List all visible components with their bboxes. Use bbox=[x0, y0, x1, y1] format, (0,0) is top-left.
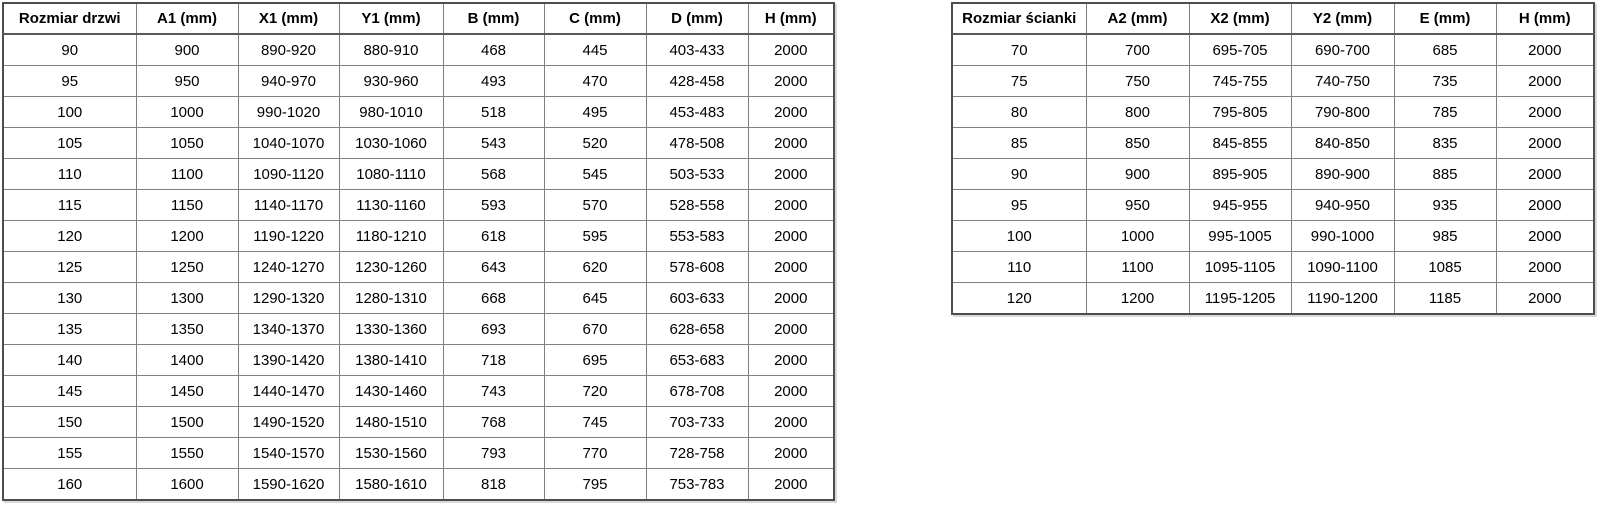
column-header: C (mm) bbox=[544, 3, 646, 34]
table-row bbox=[3, 221, 834, 252]
table-cell: 950 bbox=[136, 66, 238, 97]
table-cell: 155 bbox=[3, 438, 136, 469]
table-row bbox=[952, 34, 1594, 66]
table-row bbox=[952, 66, 1594, 97]
table-cell: 2000 bbox=[748, 407, 834, 438]
column-header: X1 (mm) bbox=[238, 3, 339, 34]
table-cell: 1390-1420 bbox=[238, 345, 339, 376]
table-cell: 1580-1610 bbox=[339, 469, 443, 501]
table-cell: 2000 bbox=[748, 66, 834, 97]
table-cell: 468 bbox=[443, 34, 544, 66]
table-cell: 1100 bbox=[1086, 252, 1189, 283]
table-row bbox=[3, 376, 834, 407]
table-cell: 770 bbox=[544, 438, 646, 469]
table-row bbox=[952, 252, 1594, 283]
table-cell: 445 bbox=[544, 34, 646, 66]
table-row bbox=[952, 97, 1594, 128]
table-cell: 1000 bbox=[1086, 221, 1189, 252]
table-cell: 1080-1110 bbox=[339, 159, 443, 190]
column-header: B (mm) bbox=[443, 3, 544, 34]
table-cell: 160 bbox=[3, 469, 136, 501]
table-cell: 570 bbox=[544, 190, 646, 221]
table-cell: 2000 bbox=[748, 97, 834, 128]
table-cell: 990-1000 bbox=[1291, 221, 1394, 252]
table-cell: 2000 bbox=[748, 190, 834, 221]
table-cell: 1180-1210 bbox=[339, 221, 443, 252]
table-cell: 2000 bbox=[748, 34, 834, 66]
table-cell: 980-1010 bbox=[339, 97, 443, 128]
table-cell: 768 bbox=[443, 407, 544, 438]
table-cell: 1400 bbox=[136, 345, 238, 376]
table-cell: 720 bbox=[544, 376, 646, 407]
table-cell: 1600 bbox=[136, 469, 238, 501]
table-row bbox=[3, 190, 834, 221]
table-cell: 1350 bbox=[136, 314, 238, 345]
table-cell: 453-483 bbox=[646, 97, 748, 128]
table-cell: 543 bbox=[443, 128, 544, 159]
table-cell: 1195-1205 bbox=[1189, 283, 1291, 315]
table-cell: 790-800 bbox=[1291, 97, 1394, 128]
table-cell: 678-708 bbox=[646, 376, 748, 407]
table-cell: 2000 bbox=[748, 159, 834, 190]
table-cell: 2000 bbox=[1496, 159, 1594, 190]
table-cell: 628-658 bbox=[646, 314, 748, 345]
table-cell: 1040-1070 bbox=[238, 128, 339, 159]
table-cell: 150 bbox=[3, 407, 136, 438]
table-cell: 95 bbox=[3, 66, 136, 97]
column-header: A2 (mm) bbox=[1086, 3, 1189, 34]
table-cell: 120 bbox=[952, 283, 1086, 315]
table-cell: 1550 bbox=[136, 438, 238, 469]
table-cell: 2000 bbox=[748, 221, 834, 252]
table-cell: 493 bbox=[443, 66, 544, 97]
table-cell: 1280-1310 bbox=[339, 283, 443, 314]
table-cell: 1340-1370 bbox=[238, 314, 339, 345]
table-cell: 718 bbox=[443, 345, 544, 376]
table-cell: 115 bbox=[3, 190, 136, 221]
table-cell: 495 bbox=[544, 97, 646, 128]
table-cell: 2000 bbox=[748, 438, 834, 469]
table-cell: 850 bbox=[1086, 128, 1189, 159]
table-cell: 470 bbox=[544, 66, 646, 97]
table-cell: 700 bbox=[1086, 34, 1189, 66]
table-cell: 568 bbox=[443, 159, 544, 190]
table-cell: 745 bbox=[544, 407, 646, 438]
table-cell: 653-683 bbox=[646, 345, 748, 376]
table-row bbox=[3, 128, 834, 159]
table-cell: 935 bbox=[1394, 190, 1496, 221]
table-row bbox=[3, 283, 834, 314]
table-cell: 1090-1120 bbox=[238, 159, 339, 190]
table-cell: 80 bbox=[952, 97, 1086, 128]
column-header: Y1 (mm) bbox=[339, 3, 443, 34]
column-header: Rozmiar drzwi bbox=[3, 3, 136, 34]
table-cell: 1230-1260 bbox=[339, 252, 443, 283]
column-header: X2 (mm) bbox=[1189, 3, 1291, 34]
table-cell: 130 bbox=[3, 283, 136, 314]
column-header: H (mm) bbox=[1496, 3, 1594, 34]
table-cell: 945-955 bbox=[1189, 190, 1291, 221]
table-cell: 595 bbox=[544, 221, 646, 252]
table-cell: 85 bbox=[952, 128, 1086, 159]
table-cell: 1050 bbox=[136, 128, 238, 159]
table-row bbox=[952, 128, 1594, 159]
table-cell: 645 bbox=[544, 283, 646, 314]
table-cell: 643 bbox=[443, 252, 544, 283]
table-cell: 1330-1360 bbox=[339, 314, 443, 345]
table-cell: 2000 bbox=[1496, 221, 1594, 252]
table-cell: 985 bbox=[1394, 221, 1496, 252]
table-cell: 930-960 bbox=[339, 66, 443, 97]
table-cell: 818 bbox=[443, 469, 544, 501]
table-cell: 1130-1160 bbox=[339, 190, 443, 221]
table-cell: 940-970 bbox=[238, 66, 339, 97]
table-cell: 503-533 bbox=[646, 159, 748, 190]
table-row bbox=[3, 159, 834, 190]
table-cell: 1430-1460 bbox=[339, 376, 443, 407]
table-cell: 528-558 bbox=[646, 190, 748, 221]
table-cell: 1190-1220 bbox=[238, 221, 339, 252]
table-cell: 1085 bbox=[1394, 252, 1496, 283]
table-cell: 2000 bbox=[748, 314, 834, 345]
table-cell: 2000 bbox=[748, 345, 834, 376]
table-cell: 520 bbox=[544, 128, 646, 159]
table-cell: 685 bbox=[1394, 34, 1496, 66]
table-cell: 1200 bbox=[1086, 283, 1189, 315]
table-cell: 1240-1270 bbox=[238, 252, 339, 283]
column-header: Y2 (mm) bbox=[1291, 3, 1394, 34]
table-cell: 1000 bbox=[136, 97, 238, 128]
table-cell: 2000 bbox=[1496, 34, 1594, 66]
table-cell: 885 bbox=[1394, 159, 1496, 190]
table-cell: 120 bbox=[3, 221, 136, 252]
table-cell: 670 bbox=[544, 314, 646, 345]
table-cell: 1150 bbox=[136, 190, 238, 221]
table-cell: 2000 bbox=[1496, 128, 1594, 159]
table-cell: 880-910 bbox=[339, 34, 443, 66]
table-cell: 735 bbox=[1394, 66, 1496, 97]
table-cell: 703-733 bbox=[646, 407, 748, 438]
table-cell: 1590-1620 bbox=[238, 469, 339, 501]
table-cell: 995-1005 bbox=[1189, 221, 1291, 252]
table-cell: 1290-1320 bbox=[238, 283, 339, 314]
column-header: D (mm) bbox=[646, 3, 748, 34]
table-cell: 940-950 bbox=[1291, 190, 1394, 221]
table-cell: 795-805 bbox=[1189, 97, 1291, 128]
table-cell: 125 bbox=[3, 252, 136, 283]
header-row bbox=[3, 3, 834, 34]
table-cell: 1250 bbox=[136, 252, 238, 283]
table-cell: 1300 bbox=[136, 283, 238, 314]
table-cell: 695 bbox=[544, 345, 646, 376]
table-cell: 545 bbox=[544, 159, 646, 190]
table-cell: 105 bbox=[3, 128, 136, 159]
table-cell: 2000 bbox=[748, 128, 834, 159]
column-header: Rozmiar ścianki bbox=[952, 3, 1086, 34]
table-cell: 110 bbox=[952, 252, 1086, 283]
table-cell: 1090-1100 bbox=[1291, 252, 1394, 283]
column-header: A1 (mm) bbox=[136, 3, 238, 34]
table-cell: 795 bbox=[544, 469, 646, 501]
table-cell: 743 bbox=[443, 376, 544, 407]
table-cell: 785 bbox=[1394, 97, 1496, 128]
table-row bbox=[3, 34, 834, 66]
table-cell: 1190-1200 bbox=[1291, 283, 1394, 315]
table-row bbox=[3, 66, 834, 97]
table-cell: 695-705 bbox=[1189, 34, 1291, 66]
table-cell: 840-850 bbox=[1291, 128, 1394, 159]
table-cell: 2000 bbox=[1496, 97, 1594, 128]
table-cell: 793 bbox=[443, 438, 544, 469]
table-cell: 1200 bbox=[136, 221, 238, 252]
table-cell: 2000 bbox=[748, 469, 834, 501]
table-cell: 1100 bbox=[136, 159, 238, 190]
table-cell: 100 bbox=[952, 221, 1086, 252]
table-row bbox=[3, 438, 834, 469]
table-cell: 990-1020 bbox=[238, 97, 339, 128]
table-cell: 1500 bbox=[136, 407, 238, 438]
table-cell: 1490-1520 bbox=[238, 407, 339, 438]
table-cell: 745-755 bbox=[1189, 66, 1291, 97]
table-cell: 553-583 bbox=[646, 221, 748, 252]
table-cell: 835 bbox=[1394, 128, 1496, 159]
table-cell: 693 bbox=[443, 314, 544, 345]
table-cell: 110 bbox=[3, 159, 136, 190]
table-cell: 1380-1410 bbox=[339, 345, 443, 376]
table-cell: 1530-1560 bbox=[339, 438, 443, 469]
table-cell: 690-700 bbox=[1291, 34, 1394, 66]
table-cell: 895-905 bbox=[1189, 159, 1291, 190]
table-cell: 90 bbox=[952, 159, 1086, 190]
wall-panel-sizes-table bbox=[951, 2, 1595, 315]
table-cell: 1440-1470 bbox=[238, 376, 339, 407]
table-row bbox=[3, 469, 834, 501]
table-cell: 100 bbox=[3, 97, 136, 128]
table-cell: 2000 bbox=[1496, 66, 1594, 97]
table-cell: 75 bbox=[952, 66, 1086, 97]
table-cell: 2000 bbox=[1496, 252, 1594, 283]
door-sizes-table bbox=[2, 2, 835, 501]
table-cell: 950 bbox=[1086, 190, 1189, 221]
table-cell: 900 bbox=[1086, 159, 1189, 190]
table-cell: 740-750 bbox=[1291, 66, 1394, 97]
table-cell: 603-633 bbox=[646, 283, 748, 314]
table-cell: 140 bbox=[3, 345, 136, 376]
table-cell: 403-433 bbox=[646, 34, 748, 66]
table-cell: 1480-1510 bbox=[339, 407, 443, 438]
table-cell: 135 bbox=[3, 314, 136, 345]
table-cell: 1095-1105 bbox=[1189, 252, 1291, 283]
table-cell: 428-458 bbox=[646, 66, 748, 97]
table-cell: 478-508 bbox=[646, 128, 748, 159]
table-row bbox=[3, 97, 834, 128]
header-row bbox=[952, 3, 1594, 34]
table-row bbox=[3, 407, 834, 438]
table-row bbox=[3, 252, 834, 283]
table-cell: 1185 bbox=[1394, 283, 1496, 315]
table-cell: 2000 bbox=[1496, 283, 1594, 315]
table-cell: 753-783 bbox=[646, 469, 748, 501]
table-cell: 2000 bbox=[748, 252, 834, 283]
table-cell: 728-758 bbox=[646, 438, 748, 469]
table-cell: 750 bbox=[1086, 66, 1189, 97]
table-cell: 2000 bbox=[748, 376, 834, 407]
table-cell: 70 bbox=[952, 34, 1086, 66]
table-cell: 518 bbox=[443, 97, 544, 128]
table-row bbox=[952, 159, 1594, 190]
table-cell: 900 bbox=[136, 34, 238, 66]
table-cell: 620 bbox=[544, 252, 646, 283]
table-cell: 1540-1570 bbox=[238, 438, 339, 469]
table-row bbox=[952, 221, 1594, 252]
table-cell: 2000 bbox=[1496, 190, 1594, 221]
table-cell: 800 bbox=[1086, 97, 1189, 128]
table-cell: 90 bbox=[3, 34, 136, 66]
table-cell: 593 bbox=[443, 190, 544, 221]
table-cell: 1030-1060 bbox=[339, 128, 443, 159]
table-cell: 845-855 bbox=[1189, 128, 1291, 159]
table-cell: 890-900 bbox=[1291, 159, 1394, 190]
table-cell: 618 bbox=[443, 221, 544, 252]
table-cell: 1450 bbox=[136, 376, 238, 407]
table-row bbox=[952, 283, 1594, 315]
table-row bbox=[952, 190, 1594, 221]
table-row bbox=[3, 314, 834, 345]
table-cell: 890-920 bbox=[238, 34, 339, 66]
table-cell: 95 bbox=[952, 190, 1086, 221]
table-cell: 1140-1170 bbox=[238, 190, 339, 221]
table-cell: 145 bbox=[3, 376, 136, 407]
column-header: H (mm) bbox=[748, 3, 834, 34]
table-row bbox=[3, 345, 834, 376]
table-cell: 578-608 bbox=[646, 252, 748, 283]
table-cell: 2000 bbox=[748, 283, 834, 314]
table-cell: 668 bbox=[443, 283, 544, 314]
column-header: E (mm) bbox=[1394, 3, 1496, 34]
